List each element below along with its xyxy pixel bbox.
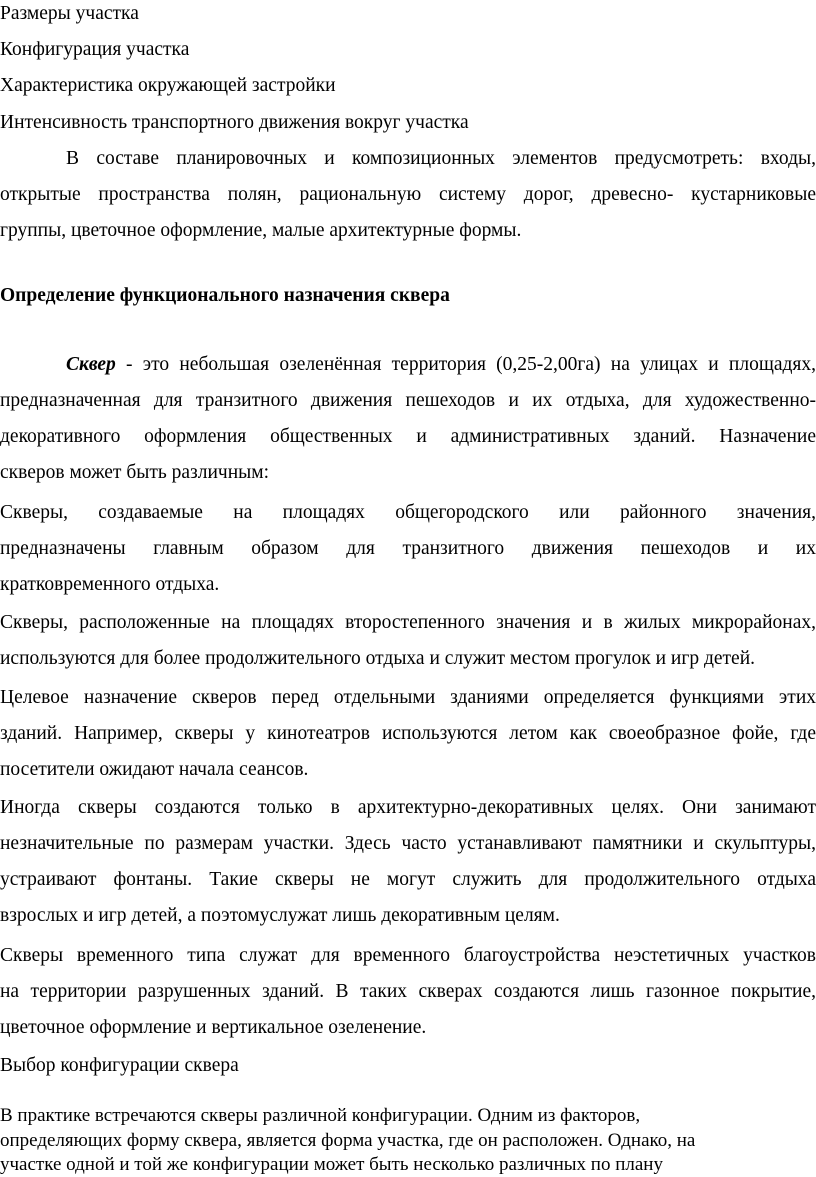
list-item: Характеристика окружающей застройки [0,75,336,96]
paragraph-line: Иногда скверы создаются только в архитектурно-декоративных целях. Они занимают [0,797,816,818]
paragraph-line: незначительные по размерам участки. Здесь часто устанавливают памятники и скульптуры, [0,833,816,854]
section-heading: Определение функционального назначения сквера [0,285,450,306]
intro-paragraph [0,141,816,249]
final-paragraph-line: В практике встречаются скверы различной конфигурации. Одним из факторов, [0,1105,641,1126]
list-item: Размеры участка [0,3,139,24]
paragraph-squares-temporary [0,938,816,1046]
list-item: Конфигурация участка [0,39,190,60]
paragraph-squares-city [0,495,816,603]
paragraph-squares-residential [0,605,816,677]
paragraph-line: Сквер - это небольшая озеленённая территория (0,25-2,00га) на улицах и площадях, [66,354,816,375]
final-paragraph-line: определяющих форму сквера, является форма участка, где он расположен. Однако, на [0,1130,696,1151]
paragraph-line: группы, цветочное оформление, малые архитектурные формы. [0,220,522,241]
paragraph-line: зданий. Например, скверы у кинотеатров используются летом как своеобразное фойе, где [0,723,816,744]
definition-paragraph [0,347,816,492]
paragraph-line: скверов может быть различным: [0,462,270,483]
paragraph-line: Скверы, расположенные на площадях второстепенного значения и в жилых микрорайонах, [0,612,816,633]
paragraph-line: устраивают фонтаны. Такие скверы не могут служить для продолжительного отдыха [0,869,816,890]
paragraph-line: предназначены главным образом для транзитного движения пешеходов и их [0,538,816,559]
list-item: Интенсивность транспортного движения вокруг участка [0,112,469,133]
paragraph-line: В составе планировочных и композиционных элементов предусмотреть: входы, [66,148,816,169]
paragraph-line: посетители ожидают начала сеансов. [0,759,309,780]
term-sквер: Сквер [66,354,116,375]
paragraph-line: Скверы временного типа служат для временного благоустройства неэстетичных участков [0,945,816,966]
paragraph-squares-decorative [0,790,816,934]
paragraph-line: Целевое назначение скверов перед отдельными зданиями определяется функциями этих [0,687,816,708]
paragraph-line: на территории разрушенных зданий. В таких скверах создаются лишь газонное покрытие, [0,981,816,1002]
paragraph-line: предназначенная для транзитного движения пешеходов и их отдыха, для художественно- [0,390,816,411]
paragraph-line: Скверы, создаваемые на площадях общегородского или районного значения, [0,502,816,523]
paragraph-line: используются для более продолжительного отдыха и служит местом прогулок и игр детей. [0,648,756,669]
paragraph-line: взрослых и игр детей, а поэтомуслужат лишь декоративным целям. [0,905,560,926]
paragraph-line: декоративного оформления общественных и административных зданий. Назначение [0,426,816,447]
paragraph-line: цветочное оформление и вертикальное озеленение. [0,1017,427,1038]
paragraph-line: кратковременного отдыха. [0,574,220,595]
paragraph-line: открытые пространства полян, рациональную систему дорог, древесно- кустарниковые [0,184,816,205]
final-paragraph-line: участке одной и той же конфигурации может быть несколько различных по плану [0,1154,663,1175]
paragraph-squares-buildings [0,680,816,788]
subheading: Выбор конфигурации сквера [0,1055,239,1076]
